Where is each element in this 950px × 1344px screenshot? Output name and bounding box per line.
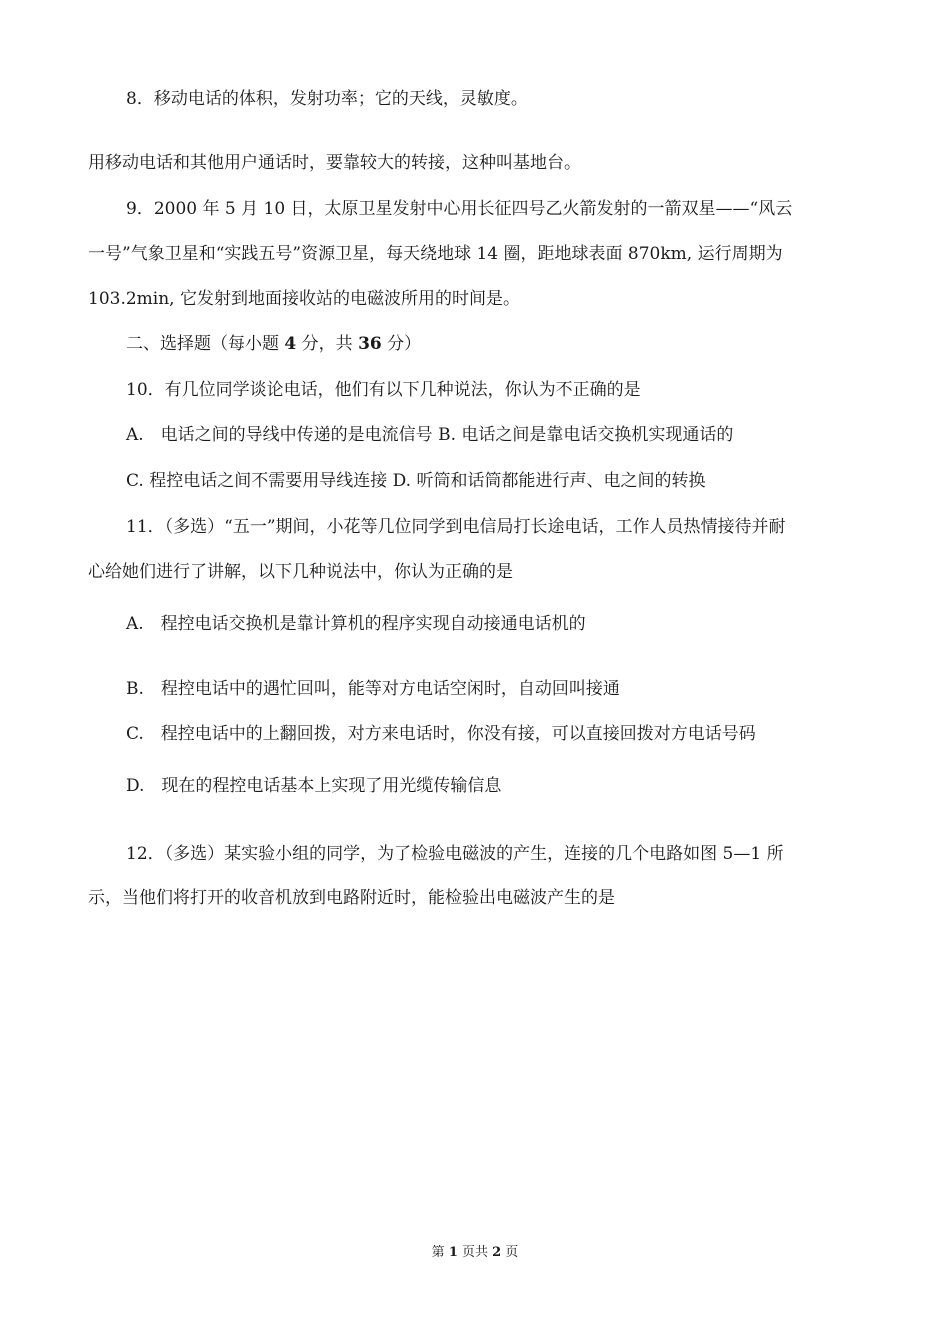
q8-line-1: 8．移动电话的体积，发射功率；它的天线，灵敏度。 <box>126 89 528 109</box>
q11-option-c: C. 程控电话中的上翻回拨，对方来电话时，你没有接，可以直接回拨对方电话号码 <box>126 724 756 744</box>
section-heading-middle: 分，共 <box>296 334 359 354</box>
section-heading-total: 36 <box>358 334 382 354</box>
q10-stem: 10．有几位同学谈论电话，他们有以下几种说法，你认为不正确的是 <box>126 380 641 400</box>
q10-options-ab: A. 电话之间的导线中传递的是电流信号 B. 电话之间是靠电话交换机实现通话的 <box>126 425 734 445</box>
q9-line-1: 9．2000 年 5 月 10 日，太原卫星发射中心用长征四号乙火箭发射的一箭双星——“风云 <box>126 199 793 219</box>
section-heading-prefix: 二、选择题（每小题 <box>126 334 285 354</box>
q12-stem-line-1: 12．（多选）某实验小组的同学，为了检验电磁波的产生，连接的几个电路如图 5—1 所 <box>126 844 784 864</box>
footer-suffix: 页 <box>501 1245 519 1260</box>
footer-middle: 页共 <box>457 1245 493 1260</box>
q8-line-2: 用移动电话和其他用户通话时，要靠较大的转接，这种叫基地台。 <box>88 153 581 173</box>
footer-page-number: 1 <box>448 1245 458 1260</box>
q12-stem-line-2: 示，当他们将打开的收音机放到电路附近时，能检验出电磁波产生的是 <box>88 888 615 908</box>
q11-option-d: D. 现在的程控电话基本上实现了用光缆传输信息 <box>126 776 502 796</box>
footer-prefix: 第 <box>431 1245 449 1260</box>
q9-line-2: 一号”气象卫星和“实践五号”资源卫星，每天绕地球 14 圈，距地球表面 870km, 运行周期为 <box>88 244 783 264</box>
q9-line-3: 103.2min, 它发射到地面接收站的电磁波所用的时间是。 <box>88 289 520 309</box>
footer-total-pages: 2 <box>492 1245 502 1260</box>
section-heading-points: 4 <box>284 334 297 354</box>
page-footer <box>0 1244 950 1262</box>
q11-option-b: B. 程控电话中的遇忙回叫，能等对方电话空闲时，自动回叫接通 <box>126 679 620 699</box>
q11-stem-line-2: 心给她们进行了讲解，以下几种说法中，你认为正确的是 <box>88 562 513 582</box>
section-heading-suffix: 分） <box>381 334 422 354</box>
section-heading <box>126 332 421 356</box>
q11-stem-line-1: 11．（多选）“五一”期间，小花等几位同学到电信局打长途电话，工作人员热情接待并耐 <box>126 517 786 537</box>
q10-options-cd: C. 程控电话之间不需要用导线连接 D. 听筒和话筒都能进行声、电之间的转换 <box>126 471 706 491</box>
q11-option-a: A. 程控电话交换机是靠计算机的程序实现自动接通电话机的 <box>126 614 586 634</box>
